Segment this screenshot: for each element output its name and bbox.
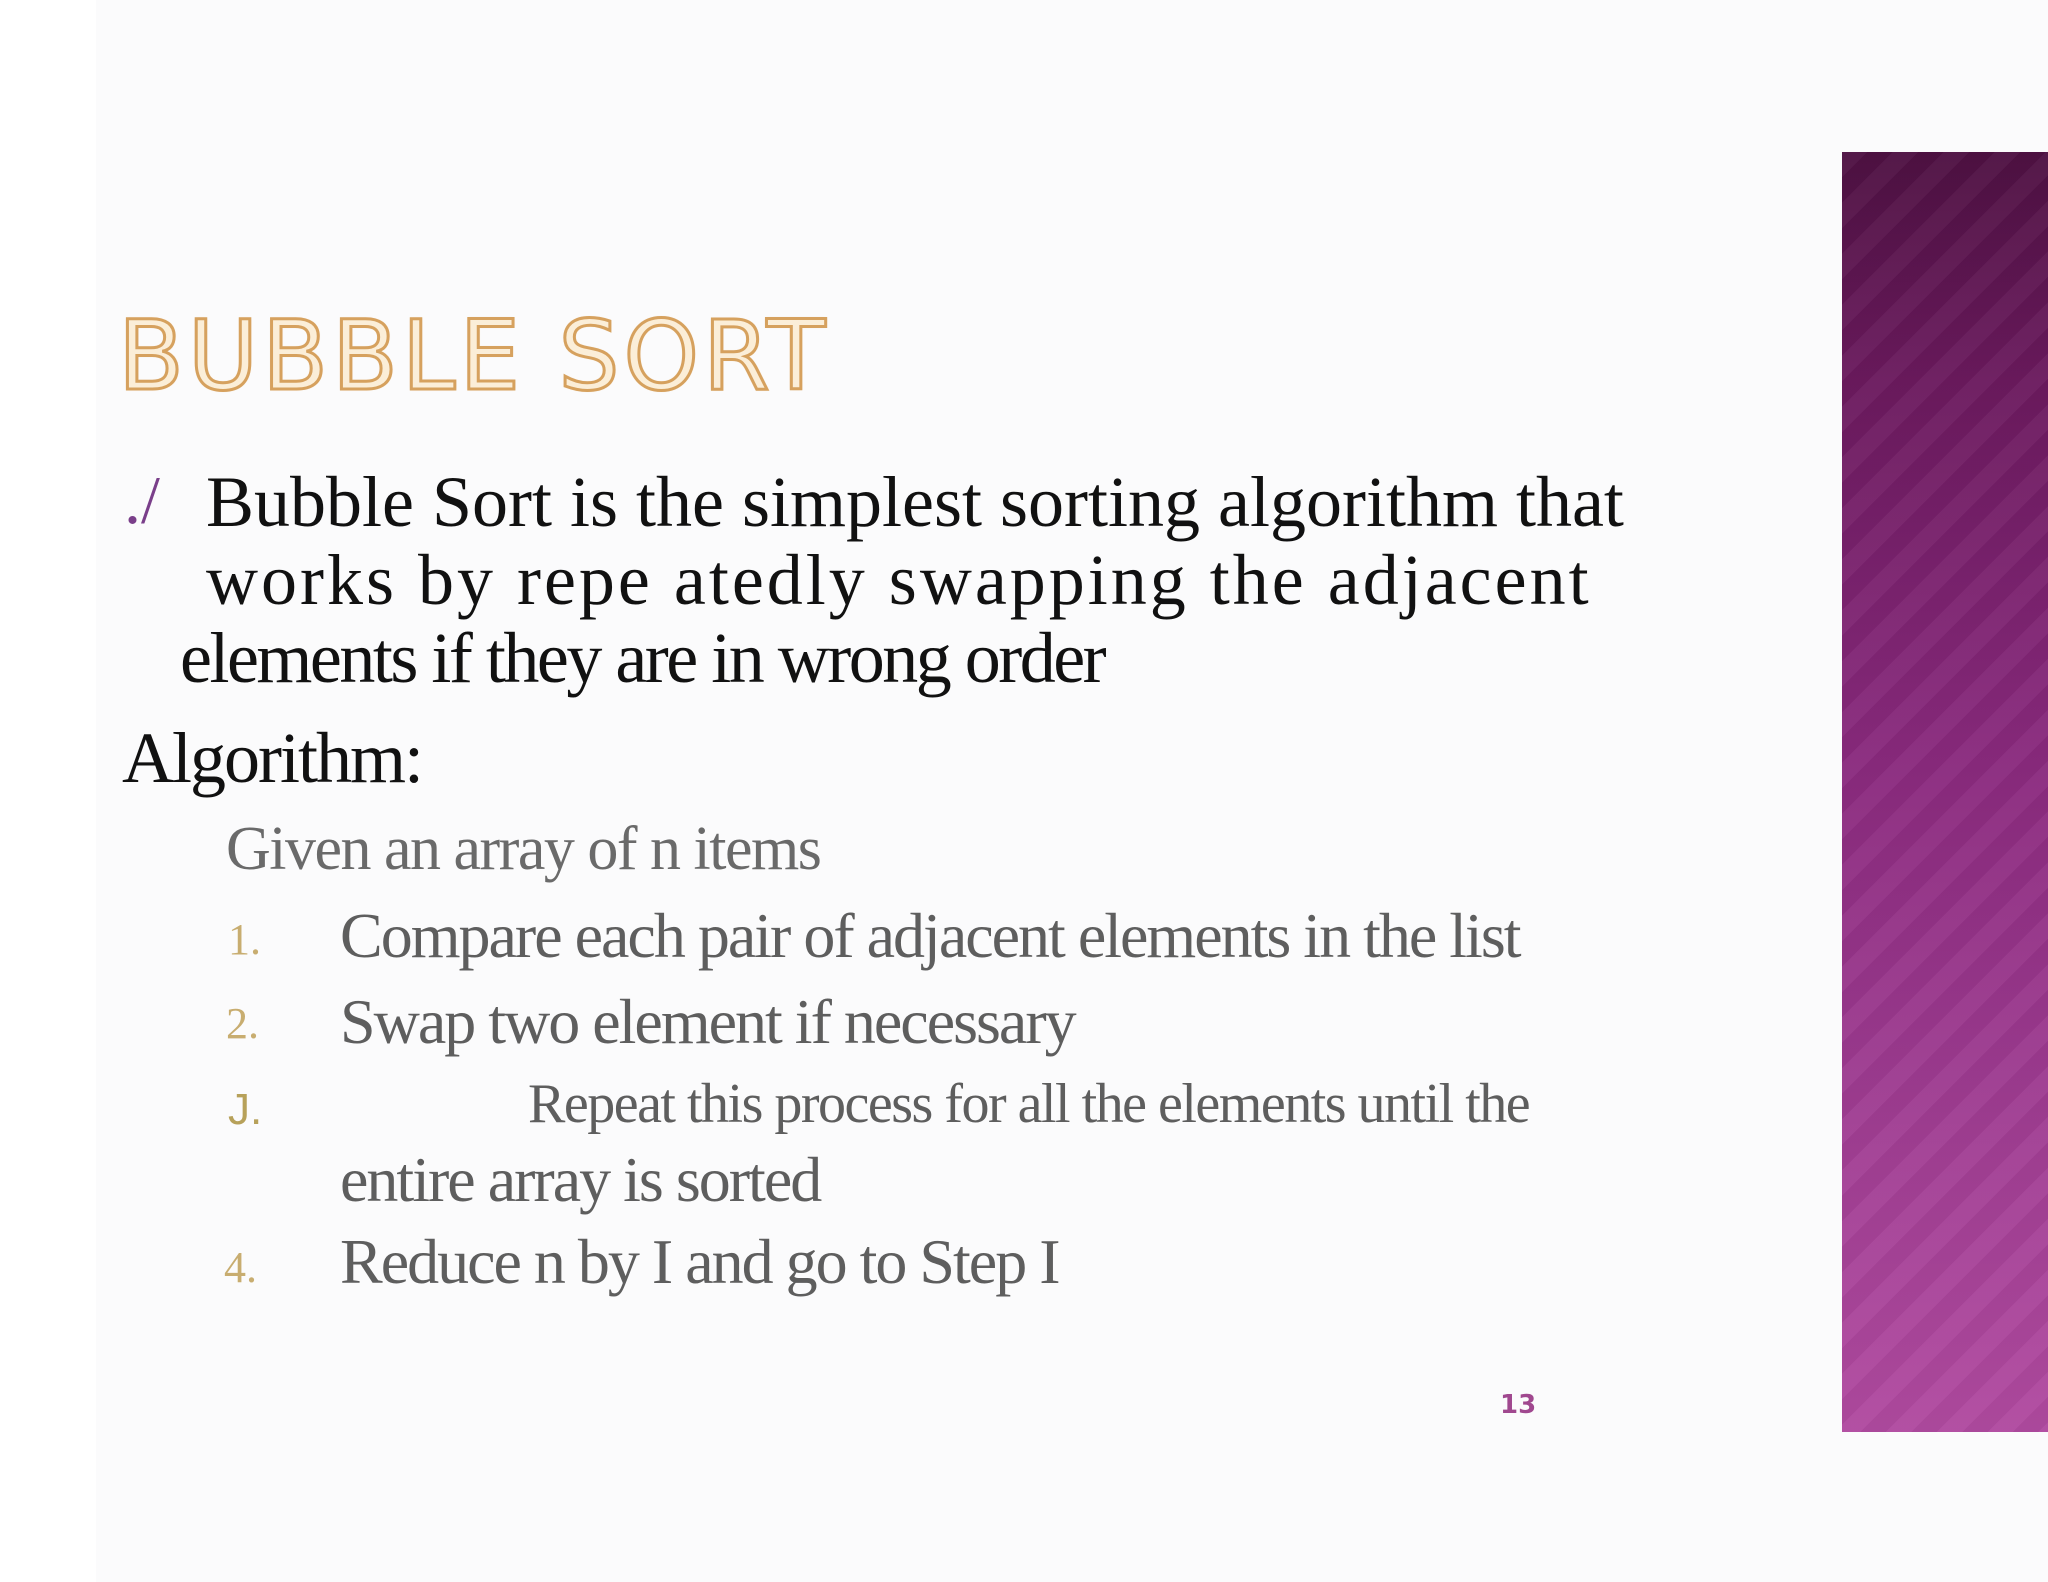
intro-line-2: works by repe atedly swapping the adjacent <box>206 540 1592 620</box>
algorithm-heading: Algorithm: <box>122 718 422 798</box>
step-number-2: 2. <box>226 999 259 1048</box>
intro-line-1: Bubble Sort is the simplest sorting algorithm that <box>206 462 1624 542</box>
step-text-3-line-2: entire array is sorted <box>340 1144 821 1215</box>
step-text-4: Reduce n by I and go to Step I <box>340 1226 1059 1297</box>
bullet-marker: ./ <box>124 462 160 538</box>
step-text-3-line-1: Repeat this process for all the elements until the <box>528 1073 1530 1135</box>
step-number-3: J. <box>228 1085 263 1134</box>
page-number: 13 <box>1500 1390 1537 1420</box>
step-text-1: Compare each pair of adjacent elements in the list <box>340 900 1520 971</box>
step-number-1: 1. <box>228 915 261 964</box>
given-line: Given an array of n items <box>226 815 821 883</box>
step-text-2: Swap two element if necessary <box>340 986 1075 1057</box>
slide-title: BUBBLE SORT <box>118 300 830 412</box>
decorative-side-bar <box>1842 152 2048 1432</box>
intro-line-3: elements if they are in wrong order <box>180 618 1105 698</box>
step-number-4: 4. <box>224 1243 257 1292</box>
